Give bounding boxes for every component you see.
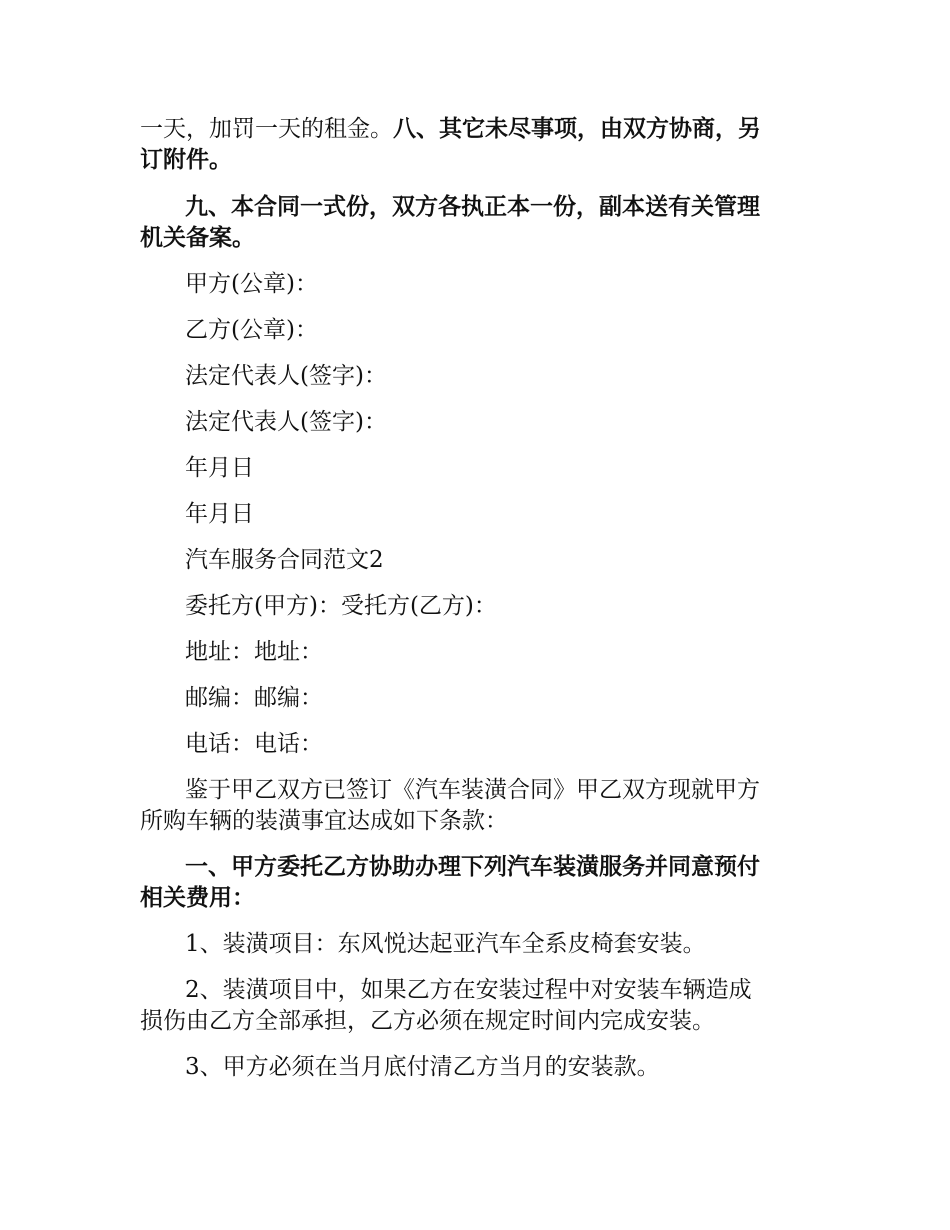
legal-rep-line: 法定代表人(签字)：	[185, 363, 387, 389]
address-line: 地址：地址：	[185, 639, 323, 665]
phone-line: 电话：电话：	[185, 731, 323, 757]
party-b-seal-line: 乙方(公章)：	[185, 317, 318, 343]
legal-rep-line: 法定代表人(签字)：	[185, 409, 387, 435]
document-title: 汽车服务合同范文2	[185, 547, 384, 573]
clause-9-heading-cont: 机关备案。	[140, 224, 255, 251]
clause-1-heading-cont: 相关费用：	[140, 884, 255, 911]
parties-line: 委托方(甲方)：受托方(乙方)：	[185, 593, 497, 619]
paragraph-line	[140, 112, 820, 146]
text-normal: 一天，加罚一天的租金。	[140, 116, 393, 142]
postcode-line: 邮编：邮编：	[185, 685, 323, 711]
list-item: 2、装潢项目中，如果乙方在安装过程中对安装车辆造成	[185, 977, 752, 1003]
clause-8-heading-cont: 订附件。	[140, 146, 232, 173]
preamble-cont: 所购车辆的装潢事宜达成如下条款：	[140, 808, 508, 834]
party-a-seal-line: 甲方(公章)：	[185, 271, 318, 297]
date-line: 年月日	[185, 455, 254, 481]
preamble: 鉴于甲乙双方已签订《汽车装潢合同》甲乙双方现就甲方	[185, 777, 760, 803]
clause-1-heading: 一、甲方委托乙方协助办理下列汽车装潢服务并同意预付	[185, 853, 760, 880]
date-line: 年月日	[185, 501, 254, 527]
clause-9-heading: 九、本合同一式份，双方各执正本一份，副本送有关管理	[185, 193, 760, 220]
list-item-cont: 损伤由乙方全部承担，乙方必须在规定时间内完成安装。	[140, 1008, 715, 1034]
clause-8-heading: 八、其它未尽事项，由双方协商，另	[393, 115, 761, 142]
list-item: 3、甲方必须在当月底付清乙方当月的安装款。	[185, 1054, 660, 1080]
list-item: 1、装潢项目：东风悦达起亚汽车全系皮椅套安装。	[185, 931, 706, 957]
